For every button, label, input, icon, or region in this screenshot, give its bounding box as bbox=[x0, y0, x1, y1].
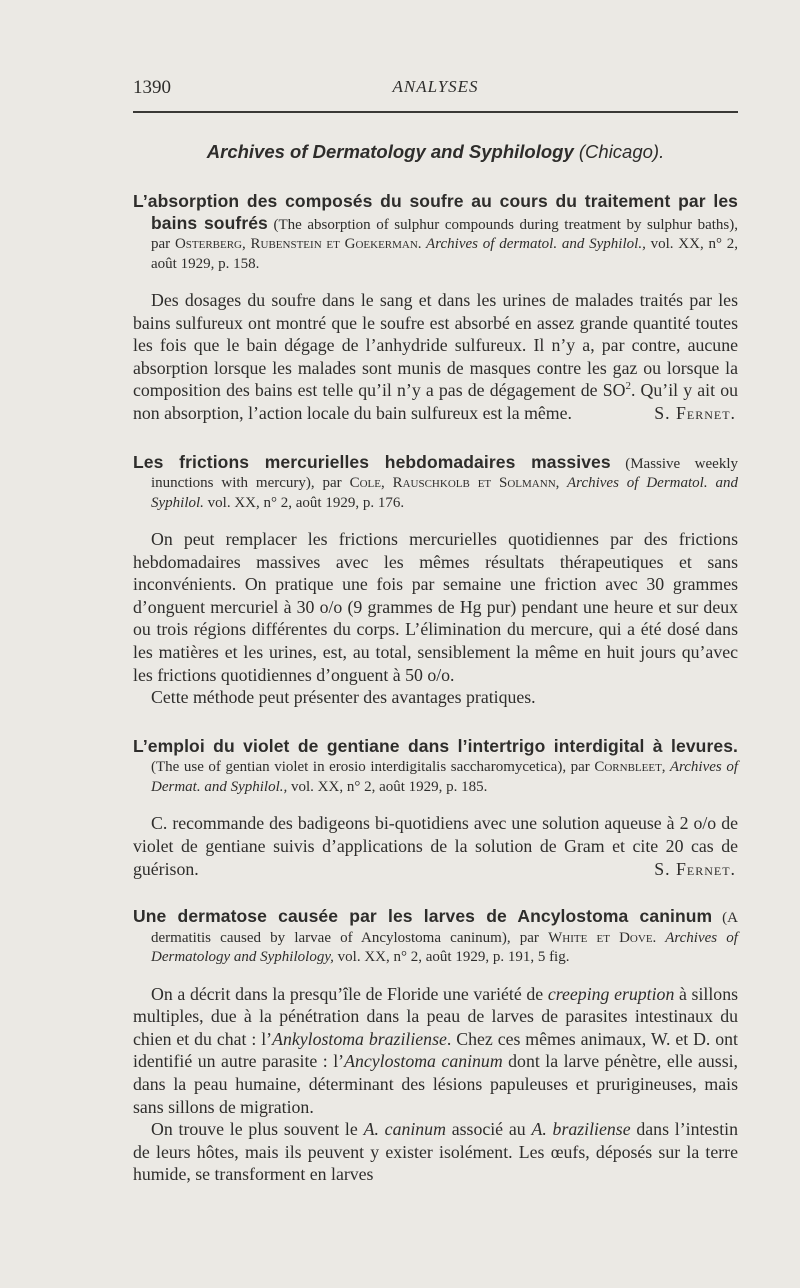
article-journal: Archives of Dermatol. and Syphilol. bbox=[151, 475, 738, 511]
journal-name: Archives of Dermatology and Syphilology bbox=[206, 141, 574, 162]
journal-city: (Chicago). bbox=[578, 141, 665, 162]
page-header bbox=[133, 77, 738, 105]
running-head: ANALYSES bbox=[392, 77, 479, 96]
article-journal: Archives of dermatol. and Syphilol., bbox=[421, 236, 646, 252]
article-title: L’absorption des composés du soufre au cours du traitement par les bains soufrés bbox=[133, 191, 738, 233]
article-authors: White et Dove. bbox=[548, 929, 657, 946]
article-ancylostoma bbox=[133, 907, 738, 1186]
article-heading bbox=[133, 192, 738, 274]
article-authors: Osterberg, Rubenstein et Goekerman. bbox=[174, 236, 422, 252]
article-ref: (The absorption of sulphur compounds during treatment by sulphur baths), par bbox=[151, 216, 738, 252]
article-authors: Cole, Rauschkolb et Solmann, bbox=[349, 475, 560, 492]
article-details: vol. XX, n° 2, août 1929, p. 176. bbox=[203, 494, 405, 511]
article-sulphur-baths bbox=[133, 192, 738, 425]
header-rule bbox=[133, 111, 738, 113]
article-signature: S. Fernet. bbox=[654, 858, 736, 879]
article-heading bbox=[133, 907, 738, 968]
article-paragraph: C. recommande des badigeons bi-quotidiens avec une solution aqueuse à 2 o/o de violet de gentiane suivis d’applications de la solution de Gram et cite 20 cas de guérison. S. Fernet. bbox=[133, 813, 738, 879]
article-details: vol. XX, n° 2, août 1929, p. 185. bbox=[287, 778, 488, 795]
article-details: vol. XX, n° 2, août 1929, p. 158. bbox=[151, 236, 739, 272]
article-paragraph: Des dosages du soufre dans le sang et dans les urines de malades traités par les bains sulfureux ont montré que le soufre est absorbé en assez grande quantité toutes les fois que le bain dégage de l’anhydride sulfureux. Il n’y a, par contre, aucune absorption lorsque les malades sont munis de masques contre les gaz ou lorsque la composition des bains est telle qu’il n’y a pas de dégagement de $SO^2$. Qu’il y ait ou non absorption, l’action locale du bain sulfureux est la même. S. Fernet. bbox=[133, 290, 738, 423]
article-ref: (Massive weekly inunctions with mercury), par bbox=[151, 455, 738, 492]
article-journal: Archives of Dermat. and Syphilol., bbox=[151, 759, 738, 795]
article-ref: (The use of gentian violet in erosio interdigitalis saccharomycetica), par bbox=[151, 759, 595, 776]
page-number: 1390 bbox=[133, 77, 171, 98]
article-details: vol. XX, n° 2, août 1929, p. 191, 5 fig. bbox=[333, 949, 570, 966]
article-heading bbox=[133, 453, 738, 514]
article-paragraph: On trouve le plus souvent le A. caninum associé au A. braziliense dans l’intestin de leurs hôtes, mais ils peuvent y exister isolément. Les œufs, déposés sur la terre humide, se transforment en larves bbox=[133, 1119, 738, 1185]
article-gentian-violet bbox=[133, 737, 738, 880]
article-title: L’emploi du violet de gentiane dans l’intertrigo interdigital à levures. bbox=[133, 735, 738, 756]
article-heading bbox=[133, 737, 738, 798]
article-paragraph: On a décrit dans la presqu’île de Floride une variété de creeping eruption à sillons multiples, due à la pénétration dans la peau de larves de parasites intestinaux du chien et du chat : l’Ankylostoma braziliense. Chez ces mêmes animaux, W. et D. ont identifié un autre parasite : l’Ancylostoma caninum dont la larve pénètre, elle aussi, dans la peau humaine, déterminant des lésions papuleuses et prurigineuses, mais sans sillons de migration. bbox=[133, 983, 739, 1117]
article-mercury-inunctions bbox=[133, 453, 738, 709]
article-authors: Cornbleet, bbox=[594, 759, 666, 776]
article-list bbox=[133, 177, 738, 1186]
article-title: Les frictions mercurielles hebdomadaires massives bbox=[133, 451, 611, 472]
article-paragraph: Cette méthode peut présenter des avantages pratiques. bbox=[151, 687, 536, 708]
article-journal: Archives of Dermatology and Syphilology, bbox=[151, 929, 738, 966]
article-title: Une dermatose causée par les larves de Ancylostoma caninum bbox=[133, 906, 713, 927]
article-paragraph: On peut remplacer les frictions mercurielles quotidiennes par des frictions hebdomadaires massives avec les mêmes résultats thérapeutiques et sans inconvénients. On pratique une fois par semaine une friction avec 30 grammes d’onguent mercuriel à 30 o/o (9 grammes de Hg pur) pendant une heure et sur deux ou trois régions différentes du corps. L’élimination du mercure, qui a été dosé dans les matières et les urines, est, au total, sensiblement la même en huit jours qu’avec les frictions quotidiennes d’onguent à 50 o/o. bbox=[133, 529, 738, 685]
journal-section-title bbox=[133, 141, 738, 163]
article-ref: (A dermatitis caused by larvae of Ancylostoma caninum), par bbox=[151, 910, 739, 946]
article-signature: S. Fernet. bbox=[654, 402, 736, 423]
